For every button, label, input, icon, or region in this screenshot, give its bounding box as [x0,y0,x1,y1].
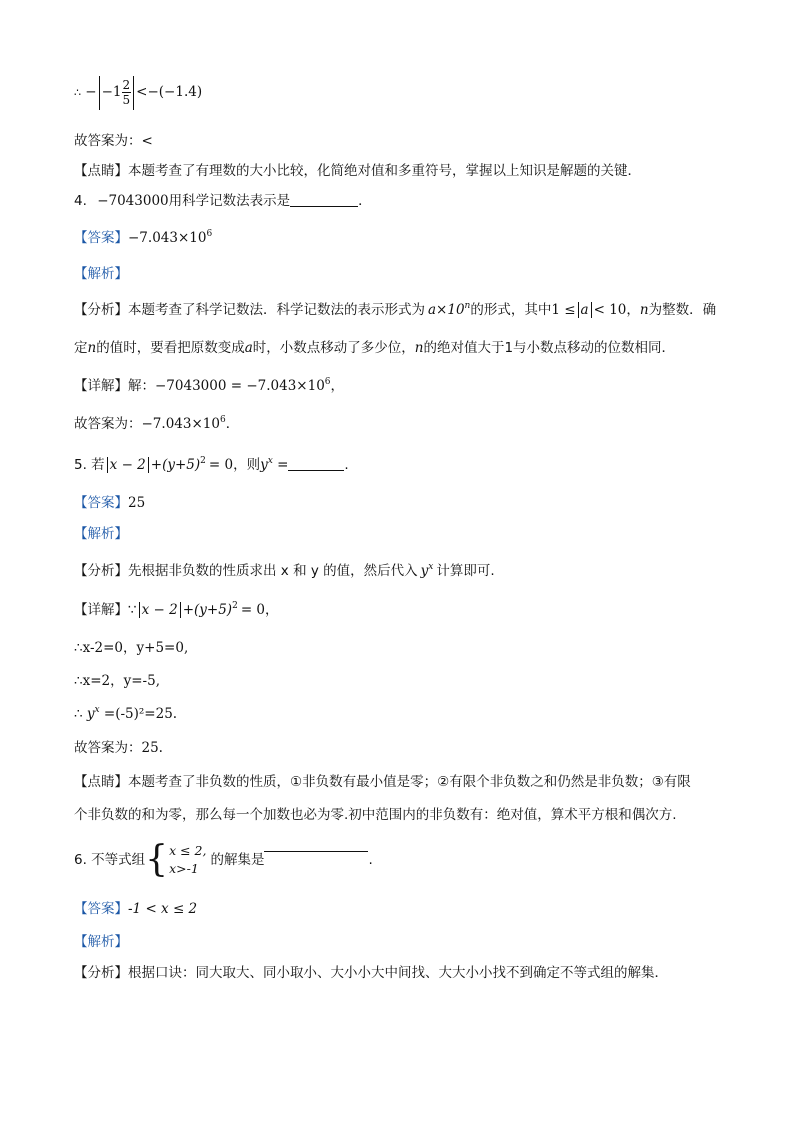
inequality-rhs: <−(−1.4) [136,84,203,100]
fenxi-text: 定 [74,340,88,356]
fenxi-text: 为整数．确 [648,302,717,318]
abs-bar-right [133,76,134,110]
range-right: < 10 [593,302,627,318]
expression: +(y+5) [150,457,201,473]
expression: +(y+5) [182,602,233,618]
q5-fenxi [74,561,714,581]
answer-blank [288,458,344,471]
q4-fenxi-line1 [74,300,717,320]
abs-bar [148,457,149,473]
system-row-1: x ≤ 2, [169,843,207,858]
range-left: 1 ≤ [551,302,576,318]
q6-answer [74,899,714,919]
therefore-symbol: ∴ [74,86,81,99]
var-y: y [420,563,429,579]
system-row-2: x>-1 [169,861,199,876]
q5-step-1: ∴x-2=0，y+5=0, [74,640,189,656]
q5-comment-1: 【点睛】本题考查了非负数的性质，①非负数有最小值是零；②有限个非负数之和仍然是非负数；③有限 [74,774,691,790]
inequality-system [169,842,206,878]
period: . [344,457,349,473]
abs-inner: x − 2 [109,457,146,473]
exponent: 2 [232,601,238,611]
q4-analysis-label: 【解析】 [74,266,128,282]
abs-bar [180,602,181,618]
answer-blank [264,839,368,852]
fenxi-expression: a×10 [428,302,465,318]
q5-step-3 [74,704,714,724]
var-y: y [260,457,268,473]
question-number: 5. 若 [74,457,105,473]
answer-value: -1 < x ≤ 2 [128,901,198,917]
step-result: =(-5)²=25. [99,706,178,722]
comma: ， [626,302,640,318]
fenxi-text: 时，小数点移动了多少位， [252,340,415,356]
var-n: n [87,340,97,356]
fenxi-text: 【分析】本题考查了科学记数法．科学记数法的表示形式为 [74,302,425,318]
abs-inner: −1 [101,84,122,100]
exponent: 2 [200,456,206,466]
detail-label: 【详解】解： [74,378,155,394]
fenxi-text: 计算即可. [436,563,495,579]
q5-comment-2: 个非负数的和为零，那么每一个加数也必为零.初中范围内的非负数有：绝对值，算术平方根和偶次方. [74,807,677,823]
question-4 [74,191,714,211]
abs-bar [578,302,579,318]
q5-answer [74,493,714,513]
question-number: 6. 不等式组 [74,852,146,868]
exponent-x: x [94,705,100,715]
abs-bar [139,602,140,618]
final-label: 故答案为： [74,416,142,432]
inequality-line [74,72,714,112]
comma: ， [330,378,345,394]
var-a: a [244,340,253,356]
question-text: 的解集是 [210,852,265,868]
q5-analysis-label: 【解析】 [74,526,128,542]
fenxi-text: 【分析】先根据非负数的性质求出 x 和 y 的值，然后代入 [74,563,418,579]
exponent-x: x [428,562,434,572]
fenxi-exponent: n [464,301,471,311]
equals-zero: = 0 [208,457,234,473]
q5-step-2: ∴x=2，y=-5, [74,673,160,689]
abs-bar [107,457,108,473]
answer-exponent: 6 [206,229,213,239]
fenxi-text: 的形式，其中 [470,302,552,318]
q4-fenxi-line2 [74,338,714,358]
question-6 [74,838,714,882]
therefore: ∴ [74,706,87,722]
answer-label: 【答案】 [74,901,128,917]
brace-icon: { [145,839,169,880]
equals-zero: = 0， [240,602,279,618]
final-expression: −7.043×10 [141,416,220,432]
final-exponent: 6 [219,415,226,425]
question-text: 用科学记数法表示是 [168,193,291,209]
q5-final: 故答案为：25. [74,740,163,756]
answer-label: 【答案】 [74,495,128,511]
answer-value: −7.043×10 [128,230,207,246]
answer-blank [290,194,358,207]
question-number: 4. [74,193,87,209]
detail-label: 【详解】∵ [74,602,137,618]
equals: = [272,457,289,473]
q6-fenxi: 【分析】根据口诀：同大取大、同小取小、大小小大中间找、大大小小找不到确定不等式组的解集． [74,965,668,981]
q4-detail [74,376,714,396]
abs-inner: x − 2 [141,602,178,618]
detail-exponent: 6 [324,377,331,387]
mixed-fraction [122,78,132,107]
period: ． [225,416,240,432]
var-n: n [414,340,424,356]
range-variable: a [580,302,589,318]
fraction-numerator: 2 [122,78,131,92]
answer-value: 25 [128,495,146,511]
fraction-denominator: 5 [122,93,131,107]
question-value: −7043000 [97,193,169,209]
abs-bar [591,302,592,318]
fenxi-text: 的值时，要看把原数变成 [96,340,245,356]
question-5 [74,455,714,475]
minus-sign: − [85,84,97,100]
fenxi-text: 的绝对值大于1与小数点移动的位数相同． [423,340,676,356]
var-n: n [639,302,649,318]
detail-expression: −7043000 = −7.043×10 [155,378,325,394]
question-end: ． [358,193,372,209]
comment-previous: 【点睛】本题考查了有理数的大小比较，化简绝对值和多重符号，掌握以上知识是解题的关键． [74,163,641,179]
abs-bar-left [99,76,100,110]
var-y: y [86,706,95,722]
q4-answer [74,228,714,248]
q6-analysis-label: 【解析】 [74,934,128,950]
exponent-x: x [267,456,273,466]
q5-detail [74,600,714,620]
period: . [368,852,373,868]
question-text: ，则 [233,457,261,473]
q4-final [74,414,714,434]
answer-previous: 故答案为：< [74,133,153,149]
answer-label: 【答案】 [74,230,128,246]
